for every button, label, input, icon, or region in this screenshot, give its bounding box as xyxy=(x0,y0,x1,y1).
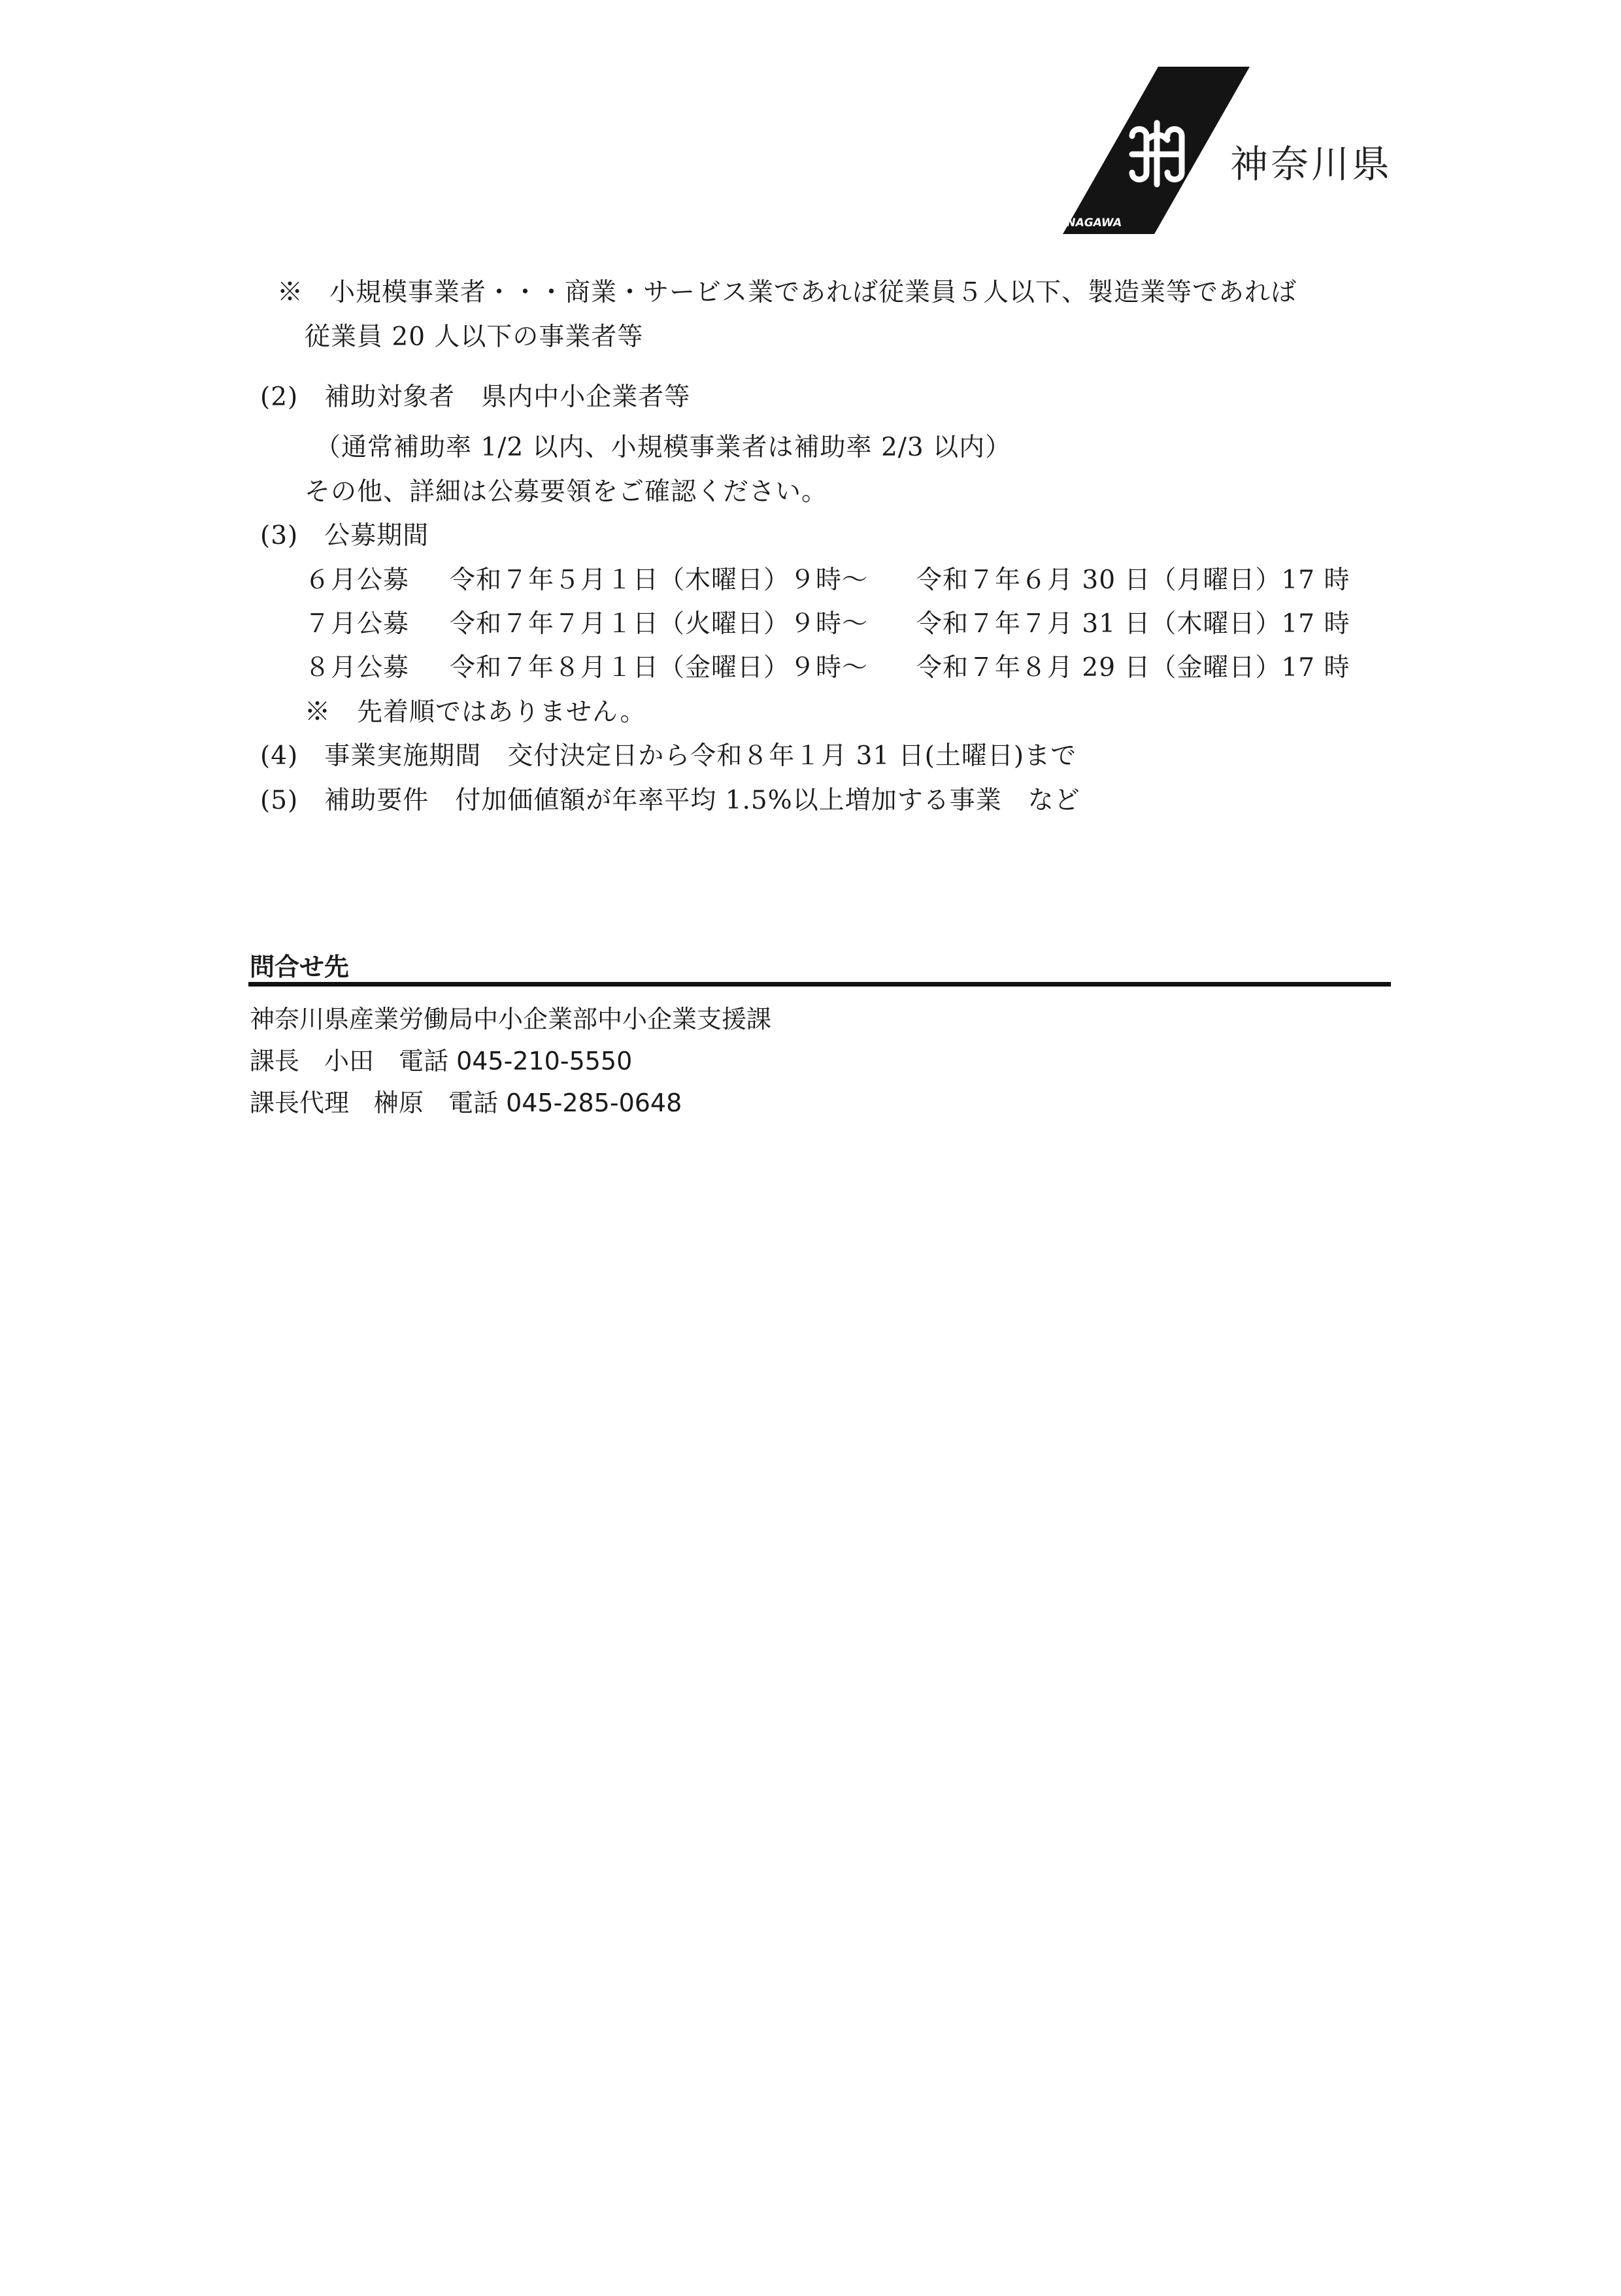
period-start: 令和７年５月１日（木曜日）９時～ xyxy=(450,566,869,595)
item-2-target: (2) 補助対象者 県内中小企業者等 xyxy=(260,382,691,412)
contact-deputy: 課長代理 榊原 電話 045-285-0648 xyxy=(250,1089,682,1117)
item-5-requirements: (5) 補助要件 付加価値額が年率平均 1.5%以上増加する事業 など xyxy=(260,786,1080,815)
item-2-other: その他、詳細は公募要領をご確認ください。 xyxy=(305,477,828,507)
period-end: 令和７年８月 29 日（金曜日）17 時 xyxy=(916,653,1350,683)
logo-sub-text: KANAGAWA xyxy=(1048,216,1123,229)
period-note: ※ 先着順ではありません。 xyxy=(305,698,646,727)
period-row-august xyxy=(305,655,1377,684)
period-name: ６月公募 xyxy=(305,566,410,595)
period-name: ８月公募 xyxy=(305,653,410,683)
period-end: 令和７年７月 31 日（木曜日）17 時 xyxy=(916,609,1350,639)
small-business-note-line1: ※ 小規模事業者・・・商業・サービス業であれば従業員５人以下、製造業等であれば xyxy=(277,278,1297,307)
contact-department: 神奈川県産業労働局中小企業部中小企業支援課 xyxy=(250,1005,772,1034)
period-name: ７月公募 xyxy=(305,609,410,639)
contact-title: 問合せ先 xyxy=(250,953,350,981)
logo-name: 神奈川県 xyxy=(1230,142,1393,186)
contact-divider xyxy=(248,982,1391,987)
contact-chief: 課長 小田 電話 045-210-5550 xyxy=(250,1047,633,1075)
item-2-rate: （通常補助率 1/2 以内、小規模事業者は補助率 2/3 以内） xyxy=(315,433,1012,462)
item-3-period-heading: (3) 公募期間 xyxy=(260,521,429,550)
period-row-july xyxy=(305,611,1377,640)
period-start: 令和７年７月１日（火曜日）９時～ xyxy=(450,609,869,639)
small-business-note-line2: 従業員 20 人以下の事業者等 xyxy=(305,322,644,352)
period-end: 令和７年６月 30 日（月曜日）17 時 xyxy=(916,566,1350,595)
prefecture-logo xyxy=(1048,63,1399,239)
period-start: 令和７年８月１日（金曜日）９時～ xyxy=(450,653,869,683)
item-4-implementation-period: (4) 事業実施期間 交付決定日から令和８年１月 31 日(土曜日)まで xyxy=(260,741,1077,771)
period-row-june xyxy=(305,567,1377,596)
